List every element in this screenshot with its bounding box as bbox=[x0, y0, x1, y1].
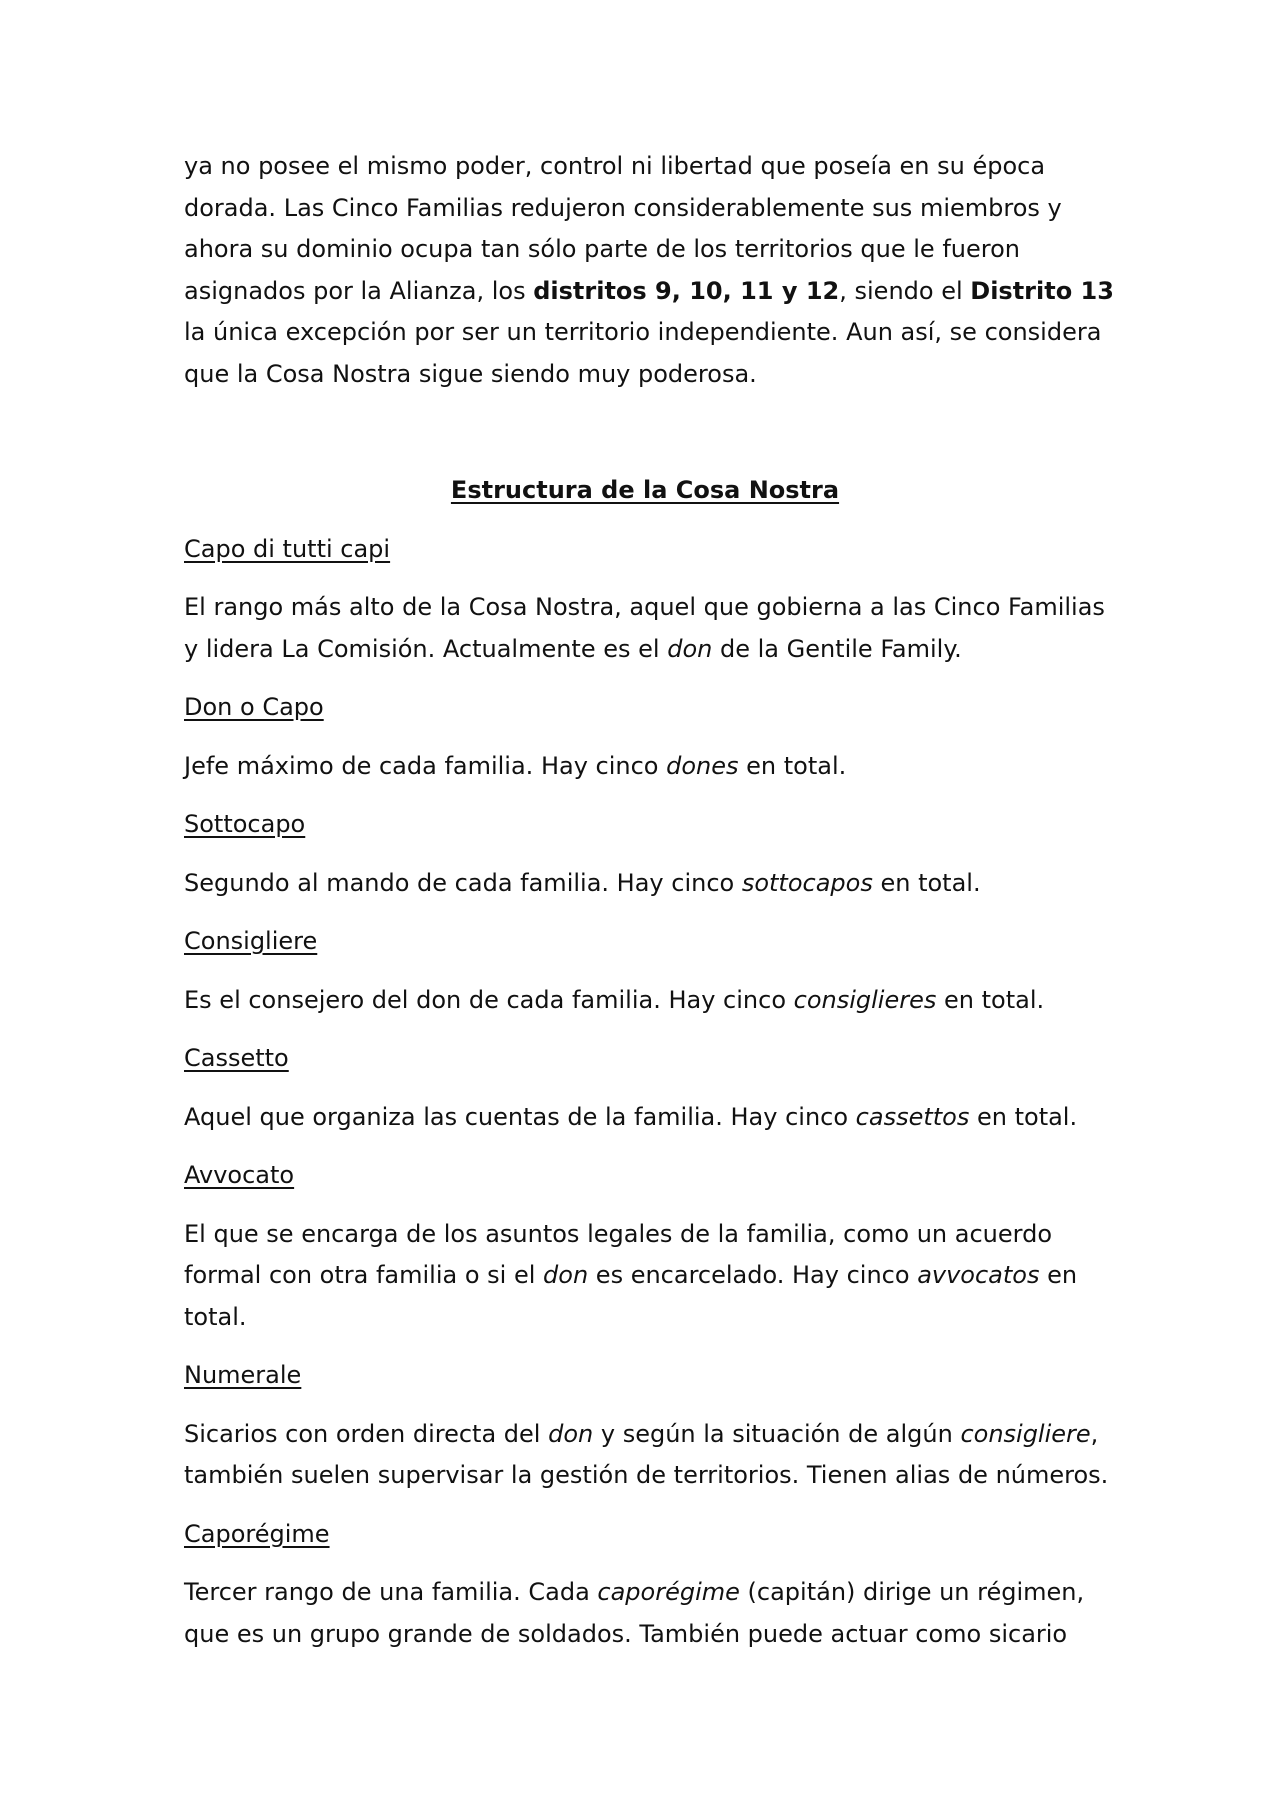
document-page bbox=[184, 146, 1114, 1672]
entry-title: Numerale bbox=[184, 1361, 302, 1389]
intro-text: la única excepción por ser un territorio independiente. Aun así, se considera que la Cosa Nostra sigue siendo muy poderosa. bbox=[184, 318, 1102, 388]
entry-title: Consigliere bbox=[184, 927, 318, 955]
entry-title: Don o Capo bbox=[184, 693, 324, 721]
entry-title: Capo di tutti capi bbox=[184, 534, 391, 563]
entry-description: Es el consejero del don de cada familia. Hay cinco consiglieres en total. bbox=[184, 985, 1045, 1014]
entry-description: El rango más alto de la Cosa Nostra, aquel que gobierna a las Cinco Familias y lidera La Comisión. Actualmente es el don de la Gentile Family. bbox=[184, 593, 1105, 663]
entry-description: Segundo al mando de cada familia. Hay cinco sottocapos en total. bbox=[184, 868, 981, 897]
intro-bold-district-13: Distrito 13 bbox=[970, 276, 1114, 305]
intro-paragraph bbox=[184, 146, 1114, 395]
entry-title: Caporégime bbox=[184, 1519, 330, 1548]
entry-title: Cassetto bbox=[184, 1044, 289, 1072]
intro-text: ya no posee el mismo poder, control ni libertad que poseía en su época dorada. Las Cinco Familias redujeron considerablemente sus miembros y ahora su dominio ocupa tan sólo parte de los territorios que le fueron asignados por la Alianza, los bbox=[184, 152, 1062, 305]
entry-title: Avvocato bbox=[184, 1161, 295, 1189]
intro-text: , siendo el bbox=[839, 276, 971, 305]
entry-description: El que se encarga de los asuntos legales de la familia, como un acuerdo formal con otra familia o si el don es encarcelado. Hay cinco avvocatos en total. bbox=[184, 1219, 1078, 1331]
entry-description: Sicarios con orden directa del don y según la situación de algún consigliere, también suelen supervisar la gestión de territorios. Tienen alias de números. bbox=[184, 1419, 1109, 1489]
section-title: Estructura de la Cosa Nostra bbox=[450, 476, 840, 504]
entry-title: Sottocapo bbox=[184, 810, 306, 838]
entry-description: Aquel que organiza las cuentas de la familia. Hay cinco cassettos en total. bbox=[184, 1102, 1078, 1131]
entry-description: Jefe máximo de cada familia. Hay cinco dones en total. bbox=[184, 751, 847, 780]
intro-bold-districts: distritos 9, 10, 11 y 12 bbox=[533, 276, 840, 305]
entry-description: Tercer rango de una familia. Cada caporégime (capitán) dirige un régimen, que es un grupo grande de soldados. También puede actuar como sicario bbox=[184, 1578, 1085, 1648]
